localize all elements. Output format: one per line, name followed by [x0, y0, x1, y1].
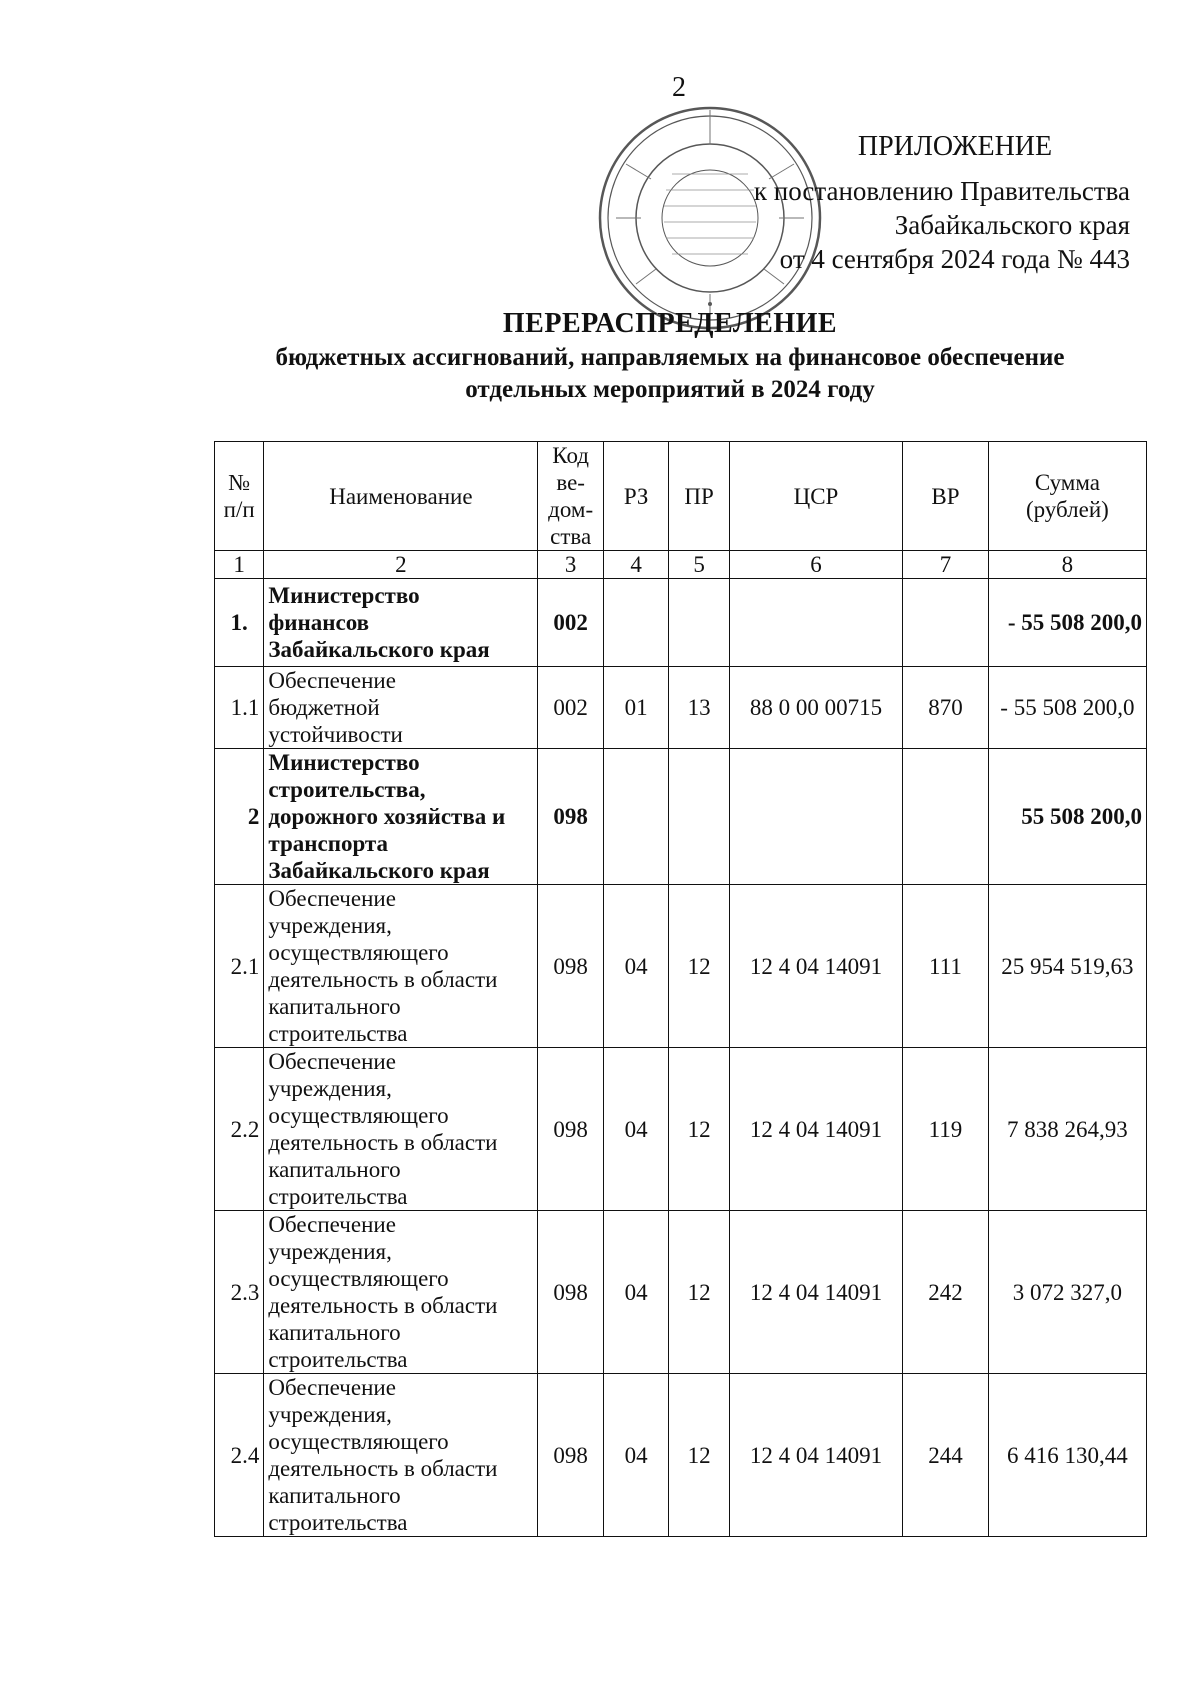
col-index-cell: 8	[988, 551, 1146, 579]
row-name	[264, 579, 538, 667]
column-index-row	[215, 551, 1147, 579]
row-rz: 04	[603, 1048, 668, 1211]
header-rz: РЗ	[603, 442, 668, 551]
row-name-line: осуществляющего	[268, 1266, 449, 1291]
row-pr	[669, 749, 729, 885]
row-vr: 244	[903, 1374, 989, 1537]
row-name-line: капитального	[268, 994, 401, 1019]
header-num: № п/п	[215, 442, 264, 551]
row-name-line: Министерство	[268, 750, 420, 775]
appendix-block	[700, 130, 1170, 276]
row-rz	[603, 749, 668, 885]
row-name-line: Забайкальского края	[268, 637, 490, 662]
row-ved-code: 098	[538, 1374, 603, 1537]
col-index-cell: 1	[215, 551, 264, 579]
row-name-line: Обеспечение	[268, 1212, 396, 1237]
table-row	[215, 579, 1147, 667]
row-name-line: Обеспечение	[268, 1375, 396, 1400]
row-name-line: строительства	[268, 1021, 408, 1046]
row-name-line: строительства,	[268, 777, 426, 802]
row-name-line: строительства	[268, 1347, 408, 1372]
row-vr	[903, 579, 989, 667]
row-number: 2	[215, 749, 264, 885]
row-csr: 12 4 04 14091	[729, 1211, 902, 1374]
row-name-line: капитального	[268, 1320, 401, 1345]
row-name-line: Обеспечение	[268, 1049, 396, 1074]
row-number: 1.1	[215, 667, 264, 749]
row-name-line: осуществляющего	[268, 940, 449, 965]
appendix-heading: ПРИЛОЖЕНИЕ	[857, 131, 1053, 162]
title-sub-2: отдельных мероприятий в 2024 году	[465, 376, 875, 403]
row-csr	[729, 749, 902, 885]
table-row	[215, 1374, 1147, 1537]
row-rz	[603, 579, 668, 667]
col-index-cell: 3	[538, 551, 603, 579]
row-vr: 119	[903, 1048, 989, 1211]
col-index-cell: 4	[603, 551, 668, 579]
row-csr	[729, 579, 902, 667]
header-ved: Код ве- дом- ства	[538, 442, 603, 551]
row-name-line: транспорта	[268, 831, 389, 856]
table-row	[215, 667, 1147, 749]
row-name-line: учреждения,	[268, 913, 392, 938]
row-name-line: Обеспечение	[268, 886, 396, 911]
header-name: Наименование	[264, 442, 538, 551]
row-name	[264, 1211, 538, 1374]
row-name-line: устойчивости	[268, 722, 403, 747]
appendix-line-2: Забайкальского края	[894, 210, 1130, 240]
table-row	[215, 885, 1147, 1048]
row-sum: 25 954 519,63	[988, 885, 1146, 1048]
row-name-line: осуществляющего	[268, 1103, 449, 1128]
row-csr: 12 4 04 14091	[729, 1374, 902, 1537]
col-index-cell: 5	[669, 551, 729, 579]
row-name	[264, 1374, 538, 1537]
row-name-line: деятельность в области	[268, 1130, 498, 1155]
row-ved-code: 098	[538, 885, 603, 1048]
row-pr	[669, 579, 729, 667]
row-vr: 242	[903, 1211, 989, 1374]
row-sum: - 55 508 200,0	[988, 667, 1146, 749]
row-pr: 13	[669, 667, 729, 749]
row-number: 2.1	[215, 885, 264, 1048]
row-ved-code: 098	[538, 1211, 603, 1374]
budget-table	[214, 441, 1147, 1537]
col-index-cell: 6	[729, 551, 902, 579]
row-number: 2.3	[215, 1211, 264, 1374]
row-pr: 12	[669, 1048, 729, 1211]
table-row	[215, 1048, 1147, 1211]
row-name-line: Обеспечение	[268, 668, 396, 693]
table-header-row	[215, 442, 1147, 551]
header-csr: ЦСР	[729, 442, 902, 551]
row-name-line: бюджетной	[268, 695, 380, 720]
row-name-line: финансов	[268, 610, 370, 635]
row-ved-code: 098	[538, 1048, 603, 1211]
appendix-line-3: от 4 сентября 2024 года № 443	[779, 244, 1130, 274]
row-name-line: капитального	[268, 1483, 401, 1508]
table-row	[215, 1211, 1147, 1374]
row-pr: 12	[669, 885, 729, 1048]
row-name-line: строительства	[268, 1184, 408, 1209]
row-name-line: деятельность в области	[268, 1293, 498, 1318]
row-vr: 111	[903, 885, 989, 1048]
row-name-line: учреждения,	[268, 1076, 392, 1101]
row-ved-code: 002	[538, 667, 603, 749]
appendix-line-1: к постановлению Правительства	[753, 176, 1130, 206]
row-name	[264, 885, 538, 1048]
row-rz: 04	[603, 1211, 668, 1374]
header-vr: ВР	[903, 442, 989, 551]
row-sum: 55 508 200,0	[988, 749, 1146, 885]
row-number: 2.2	[215, 1048, 264, 1211]
row-sum: 6 416 130,44	[988, 1374, 1146, 1537]
row-number: 1.	[215, 579, 264, 667]
row-name	[264, 667, 538, 749]
row-ved-code: 002	[538, 579, 603, 667]
table-row	[215, 749, 1147, 885]
header-sum: Сумма (рублей)	[988, 442, 1146, 551]
col-index-cell: 7	[903, 551, 989, 579]
row-csr: 12 4 04 14091	[729, 885, 902, 1048]
row-pr: 12	[669, 1211, 729, 1374]
row-name-line: капитального	[268, 1157, 401, 1182]
row-number: 2.4	[215, 1374, 264, 1537]
row-sum: 7 838 264,93	[988, 1048, 1146, 1211]
row-csr: 88 0 00 00715	[729, 667, 902, 749]
row-rz: 04	[603, 885, 668, 1048]
row-rz: 04	[603, 1374, 668, 1537]
row-name-line: дорожного хозяйства и	[268, 804, 506, 829]
page-number: 2	[672, 72, 686, 103]
row-ved-code: 098	[538, 749, 603, 885]
row-name-line: учреждения,	[268, 1239, 392, 1264]
row-vr: 870	[903, 667, 989, 749]
row-vr	[903, 749, 989, 885]
row-rz: 01	[603, 667, 668, 749]
title-main: ПЕРЕРАСПРЕДЕЛЕНИЕ	[502, 308, 838, 339]
col-index-cell: 2	[264, 551, 538, 579]
row-csr: 12 4 04 14091	[729, 1048, 902, 1211]
row-name	[264, 1048, 538, 1211]
row-name-line: Забайкальского края	[268, 858, 490, 883]
table-body	[215, 579, 1147, 1537]
header-pr: ПР	[669, 442, 729, 551]
row-name-line: Министерство	[268, 583, 420, 608]
row-pr: 12	[669, 1374, 729, 1537]
row-name-line: деятельность в области	[268, 1456, 498, 1481]
row-sum: - 55 508 200,0	[988, 579, 1146, 667]
row-name-line: осуществляющего	[268, 1429, 449, 1454]
row-name-line: строительства	[268, 1510, 408, 1535]
row-sum: 3 072 327,0	[988, 1211, 1146, 1374]
row-name-line: учреждения,	[268, 1402, 392, 1427]
document-title	[200, 308, 1140, 406]
row-name-line: деятельность в области	[268, 967, 498, 992]
title-sub-1: бюджетных ассигнований, направляемых на финансовое обеспечение	[275, 344, 1065, 371]
row-name	[264, 749, 538, 885]
